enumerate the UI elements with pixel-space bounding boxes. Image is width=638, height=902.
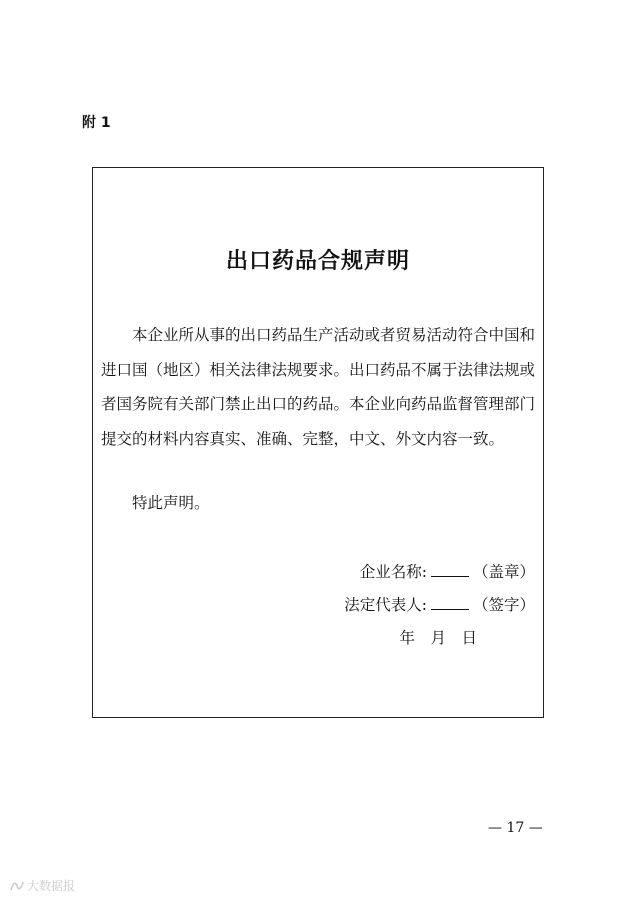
- date-line: 年 月 日: [399, 629, 477, 647]
- company-name-blank: [431, 562, 469, 577]
- declaration-body: 本企业所从事的出口药品生产活动或者贸易活动符合中国和进口国（地区）相关法律法规要求。出口药品不属于法律法规或者国务院有关部门禁止出口的药品。本企业向药品监督管理部门提交的材料内容真实、准确、完整，中文、外文内容一致。: [101, 326, 536, 448]
- company-name-label: 企业名称:: [359, 563, 427, 581]
- legal-rep-label: 法定代表人:: [344, 596, 427, 614]
- declaration-box: [92, 167, 544, 718]
- watermark-logo-icon: [10, 880, 24, 892]
- watermark-text: 大数据报: [27, 879, 76, 893]
- attachment-label: 附 1: [82, 115, 111, 131]
- legal-rep-line: [344, 593, 535, 615]
- company-name-line: [360, 560, 535, 582]
- legal-rep-sign-note: （签字）: [472, 596, 535, 614]
- declaration-closing: 特此声明。: [132, 494, 210, 512]
- watermark: [10, 877, 75, 894]
- declaration-title: 出口药品合规声明: [225, 249, 410, 274]
- page-number: — 17 —: [488, 820, 543, 836]
- legal-rep-blank: [431, 595, 469, 610]
- company-seal-note: （盖章）: [472, 563, 535, 581]
